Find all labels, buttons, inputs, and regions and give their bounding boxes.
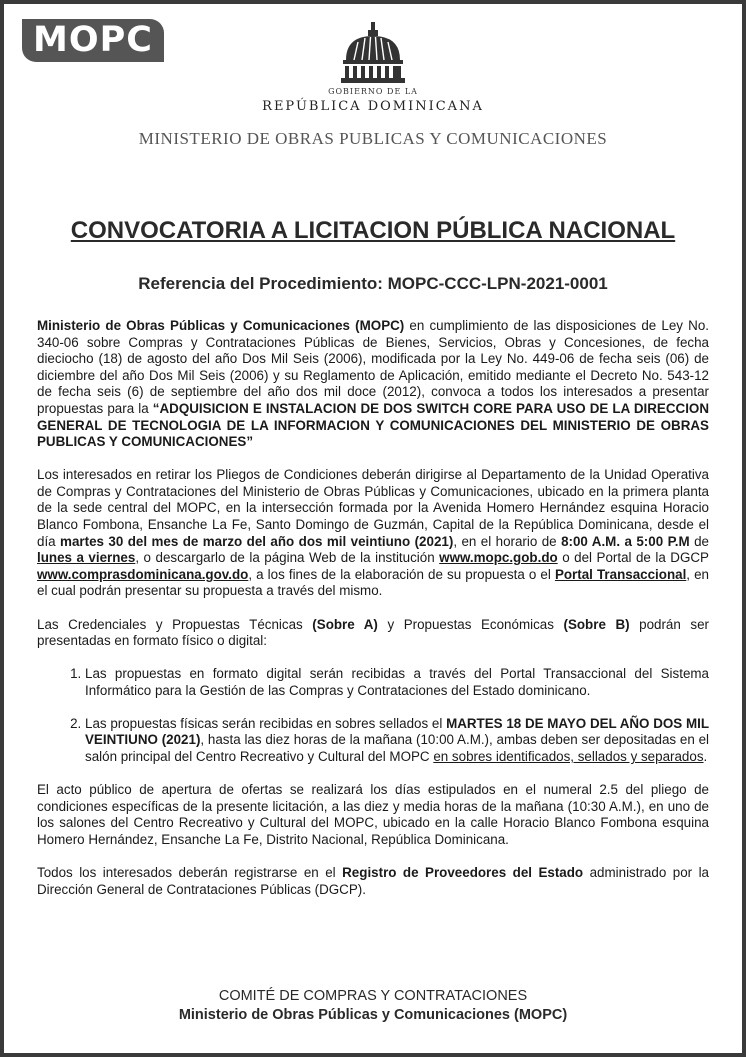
ministry-signature: Ministerio de Obras Públicas y Comunicaciones (MOPC) <box>178 1007 568 1023</box>
dgcp-website-link[interactable]: www.comprasdominicana.gov.do <box>37 566 249 582</box>
list-item: 2. Las propuestas físicas serán recibidas en sobres sellados el MARTES 18 DE MAYO DEL AÑO DOS MIL VEINTIUNO (2021), hasta las diez horas de la mañana (10:00 A.M.), ambas deben ser depositadas en el salón principal del Centro Recreativo y Cultural del MOPC en sobres identificados, sellados y separados. <box>85 716 709 766</box>
paragraph-formats: Las Credenciales y Propuestas Técnicas (Sobre A) y Propuestas Económicas (Sobre B) podrán ser presentadas en formato físico o digital: <box>37 616 709 649</box>
submission-list <box>37 666 709 765</box>
paragraph-opening-act: El acto público de apertura de ofertas se realizará los días estipulados en el numeral 2.5 del pliego de condiciones específicas de la presente licitación, a las diez y media horas de la mañana (10:30 A.M.), en uno de los salones del Centro Recreativo y Cultural del MOPC, ubicado en la calle Horacio Blanco Fombona esquina Homero Hernández, Ensanche La Fe, Distrito Nacional, República Dominicana. <box>37 782 709 847</box>
committee-signature: COMITÉ DE COMPRAS Y CONTRATACIONES <box>218 988 528 1004</box>
list-item: 1. Las propuestas en formato digital serán recibidas a través del Portal Transaccional del Sistema Informático para la Gestión de las Compras y Contrataciones del Estado dominicano. <box>85 666 709 699</box>
ministry-header: MINISTERIO DE OBRAS PUBLICAS Y COMUNICACIONES <box>138 129 608 148</box>
national-palace-dome-icon <box>340 22 406 84</box>
republic-label: REPÚBLICA DOMINICANA <box>262 99 484 114</box>
paragraph-intro: Ministerio de Obras Públicas y Comunicaciones (MOPC) en cumplimiento de las disposiciones de Ley No. 340-06 sobre Compras y Contrataciones Públicas de Bienes, Servicios, Obras y Concesiones, de fecha dieciocho (18) de agosto del año Dos Mil Seis (2006), modificada por la Ley No. 449-06 de fecha seis (06) de diciembre del año Dos Mil Seis (2006) y su Reglamento de Aplicación, emitido mediante el Decreto No. 543-12 de fecha seis (6) de septiembre del año dos mil doce (2012), convoca a todos los interesados a presentar propuestas para la “ADQUISICION E INSTALACION DE DOS SWITCH CORE PARA USO DE LA DIRECCION GENERAL DE TECNOLOGIA DE LA INFORMACION Y COMUNICACIONES DEL MINISTERIO DE OBRAS PUBLICAS Y COMUNICACIONES” <box>37 318 710 450</box>
mopc-website-link[interactable]: www.mopc.gob.do <box>439 550 558 566</box>
document-title: CONVOCATORIA A LICITACION PÚBLICA NACIONAL <box>70 217 676 244</box>
procedure-reference: Referencia del Procedimiento: MOPC-CCC-LPN-2021-0001 <box>138 274 608 293</box>
transactional-portal-link[interactable]: Portal Transaccional <box>554 566 687 582</box>
paragraph-registration: Todos los interesados deberán registrarse en el Registro de Proveedores del Estado administrado por la Dirección General de Contrataciones Públicas (DGCP). <box>37 865 709 897</box>
government-label: GOBIERNO DE LA <box>328 87 418 96</box>
mopc-logo: MOPC <box>22 19 164 62</box>
paragraph-retrieval: Los interesados en retirar los Pliegos de Condiciones deberán dirigirse al Departamento de la Unidad Operativa de Compras y Contrataciones del Ministerio de Obras Públicas y Comunicaciones, ubicado en la primera planta de la sede central del MOPC, en la intersección formada por la Avenida Homero Hernández esquina Horacio Blanco Fombona, Ensanche La Fe, Santo Domingo de Guzmán, Capital de la República Dominicana, desde el día martes 30 del mes de marzo del año dos mil veintiuno (2021), en el horario de 8:00 A.M. a 5:00 P.M de lunes a viernes, o descargarlo de la página Web de la institución www.mopc.gob.do o del Portal de la DGCP www.comprasdominicana.gov.do, a los fines de la elaboración de su propuesta o el Portal Transaccional, en el cual podrán presentar su propuesta a través del mismo. <box>37 467 709 599</box>
document-body <box>37 318 709 915</box>
